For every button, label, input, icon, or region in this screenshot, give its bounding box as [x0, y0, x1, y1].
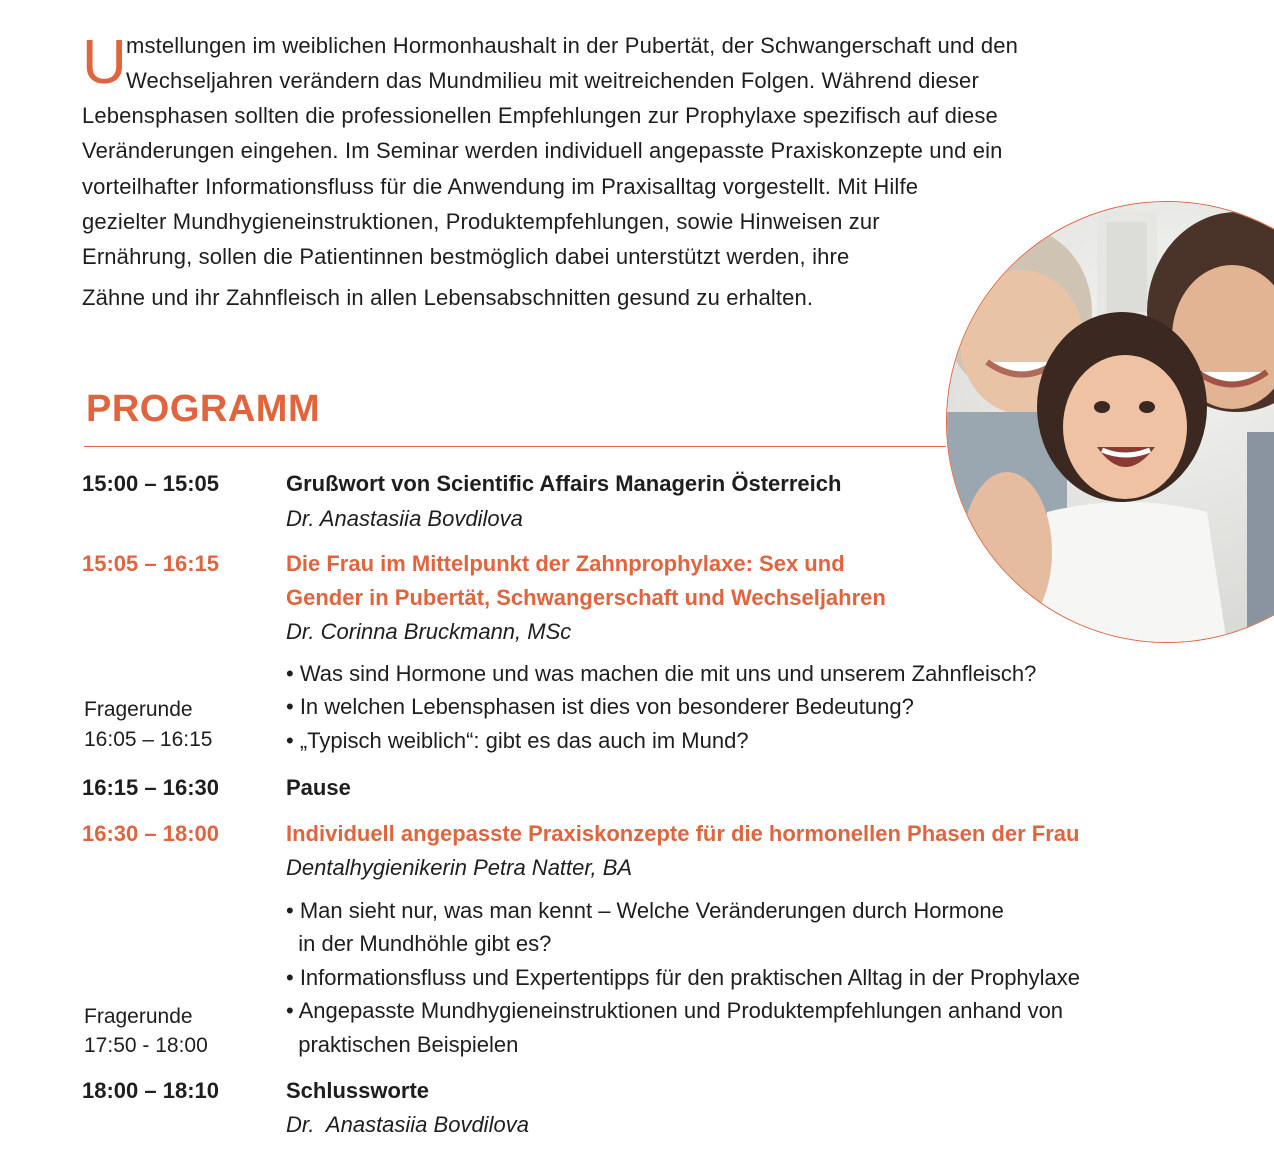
- program-bullet: praktischen Beispielen: [286, 1032, 519, 1057]
- drop-cap: U: [82, 28, 127, 97]
- intro-line: gezielter Mundhygieneinstruktionen, Produktempfehlungen, sowie Hinweisen zur: [82, 209, 880, 234]
- program-title: Individuell angepasste Praxiskonzepte für die hormonellen Phasen der Frau: [286, 821, 1080, 846]
- program-time: 16:30 – 18:00: [82, 821, 219, 846]
- program-bullet: in der Mundhöhle gibt es?: [286, 931, 552, 956]
- family-photo: [946, 201, 1274, 643]
- intro-line: Wechseljahren verändern das Mundmilieu mit weitreichenden Folgen. Während dieser: [126, 68, 979, 93]
- family-photo-illustration: [947, 202, 1274, 643]
- program-speaker: Dr. Corinna Bruckmann, MSc: [286, 619, 572, 644]
- program-title: Gender in Pubertät, Schwangerschaft und Wechseljahren: [286, 585, 886, 610]
- intro-line: vorteilhafter Informationsfluss für die Anwendung im Praxisalltag vorgestellt. Mit Hilfe: [82, 174, 919, 199]
- program-time: 15:05 – 16:15: [82, 551, 219, 576]
- program-title: Die Frau im Mittelpunkt der Zahnprophylaxe: Sex und: [286, 551, 845, 576]
- qa-time: 16:05 – 16:15: [84, 728, 213, 751]
- heading-divider: [84, 446, 946, 447]
- program-time: 15:00 – 15:05: [82, 471, 219, 496]
- program-bullet: • In welchen Lebensphasen ist dies von besonderer Bedeutung?: [286, 694, 914, 719]
- intro-line: mstellungen im weiblichen Hormonhaushalt in der Pubertät, der Schwangerschaft und den: [126, 33, 1019, 58]
- program-title: Grußwort von Scientific Affairs Managerin Österreich: [286, 471, 842, 496]
- program-bullet: • Informationsfluss und Expertentipps für den praktischen Alltag in der Prophylaxe: [286, 965, 1081, 990]
- program-bullet: • Man sieht nur, was man kennt – Welche Veränderungen durch Hormone: [286, 898, 1004, 923]
- intro-line: Lebensphasen sollten die professionellen Empfehlungen zur Prophylaxe spezifisch auf diese: [82, 103, 998, 128]
- intro-line: Zähne und ihr Zahnfleisch in allen Lebensabschnitten gesund zu erhalten.: [82, 285, 814, 310]
- qa-label: Fragerunde: [84, 1005, 193, 1028]
- intro-line: Veränderungen eingehen. Im Seminar werden individuell angepasste Praxiskonzepte und ein: [82, 138, 1003, 163]
- program-speaker: Dr. Anastasiia Bovdilova: [286, 1112, 529, 1137]
- program-bullet: • Was sind Hormone und was machen die mit uns und unserem Zahnfleisch?: [286, 661, 1037, 686]
- program-speaker: Dr. Anastasiia Bovdilova: [286, 506, 523, 531]
- qa-time: 17:50 - 18:00: [84, 1034, 208, 1057]
- intro-line: Ernährung, sollen die Patientinnen bestmöglich dabei unterstützt werden, ihre: [82, 244, 850, 269]
- program-time: 18:00 – 18:10: [82, 1078, 219, 1103]
- qa-label: Fragerunde: [84, 698, 193, 721]
- photo-frame: [946, 201, 1274, 645]
- program-time: 16:15 – 16:30: [82, 775, 219, 800]
- program-bullet: • Angepasste Mundhygieneinstruktionen und Produktempfehlungen anhand von: [286, 998, 1064, 1023]
- program-heading: PROGRAMM: [86, 388, 321, 430]
- program-title: Pause: [286, 775, 351, 800]
- program-bullet: • „Typisch weiblich“: gibt es das auch im Mund?: [286, 728, 749, 753]
- program-title: Schlussworte: [286, 1078, 430, 1103]
- program-speaker: Dentalhygienikerin Petra Natter, BA: [286, 855, 633, 880]
